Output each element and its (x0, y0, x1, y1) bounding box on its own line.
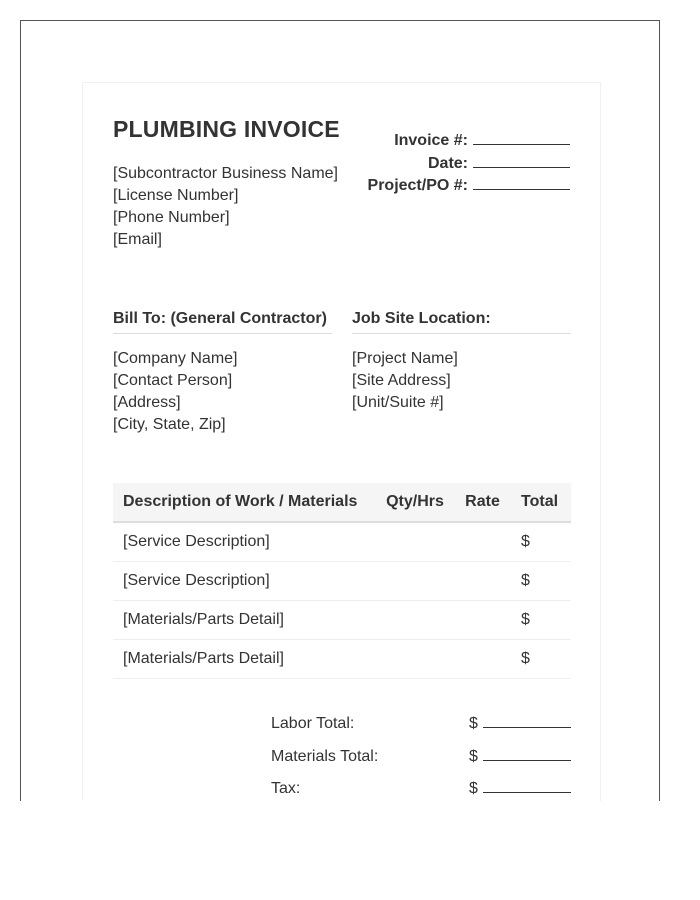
row-qty[interactable] (376, 640, 454, 679)
tax-label: Tax: (271, 780, 301, 797)
materials-total-label: Materials Total: (271, 747, 379, 765)
row-rate[interactable] (454, 640, 511, 679)
line-items-table (113, 483, 571, 679)
row-qty[interactable] (376, 522, 454, 562)
phone-number: [Phone Number] (113, 209, 230, 226)
invoice-meta (368, 130, 570, 198)
bill-to-company: [Company Name] (113, 350, 238, 367)
job-project-name: [Project Name] (352, 350, 458, 367)
row-total[interactable]: $ (511, 522, 571, 562)
email: [Email] (113, 231, 162, 248)
project-po-field[interactable] (473, 175, 570, 190)
date-label: Date: (427, 154, 468, 172)
materials-total-row (271, 746, 571, 779)
license-number: [License Number] (113, 187, 239, 204)
date-field[interactable] (473, 153, 570, 168)
invoice-number-row (368, 130, 570, 153)
row-description[interactable]: [Service Description] (113, 562, 376, 601)
project-po-row (368, 175, 570, 198)
tax-field[interactable] (483, 778, 571, 793)
labor-total-row (271, 713, 571, 746)
row-total[interactable]: $ (511, 640, 571, 679)
row-qty[interactable] (376, 562, 454, 601)
job-site-details (352, 348, 458, 414)
column-header-total: Total (511, 483, 571, 522)
row-rate[interactable] (454, 522, 511, 562)
bill-to-contact: [Contact Person] (113, 372, 233, 389)
bill-to-details (113, 348, 238, 436)
bill-to-heading: Bill To: (General Contractor) (113, 310, 332, 334)
job-site-address: [Site Address] (352, 372, 451, 389)
tax-currency: $ (469, 780, 478, 797)
labor-total-field[interactable] (483, 713, 571, 728)
invoice-number-label: Invoice #: (394, 132, 468, 149)
invoice-title: PLUMBING INVOICE (113, 116, 340, 142)
company-info (113, 163, 338, 251)
column-header-description: Description of Work / Materials (113, 483, 376, 522)
table-row (113, 640, 571, 679)
totals-section (271, 713, 571, 801)
materials-total-field[interactable] (483, 746, 571, 761)
tax-row (271, 778, 571, 801)
materials-total-currency: $ (469, 747, 478, 765)
labor-total-currency: $ (469, 715, 478, 732)
company-name: [Subcontractor Business Name] (113, 165, 338, 182)
row-description[interactable]: [Materials/Parts Detail] (113, 640, 376, 679)
invoice-document (82, 82, 601, 801)
date-row (368, 153, 570, 176)
row-total[interactable]: $ (511, 601, 571, 640)
table-row (113, 601, 571, 640)
row-total[interactable]: $ (511, 562, 571, 601)
table-header-row (113, 483, 571, 522)
bill-to-address: [Address] (113, 394, 181, 411)
table-row (113, 522, 571, 562)
table-row (113, 562, 571, 601)
row-description[interactable]: [Service Description] (113, 522, 376, 562)
row-description[interactable]: [Materials/Parts Detail] (113, 601, 376, 640)
invoice-number-field[interactable] (473, 130, 570, 145)
project-po-label: Project/PO #: (367, 177, 468, 194)
row-qty[interactable] (376, 601, 454, 640)
column-header-qty: Qty/Hrs (376, 483, 454, 522)
bill-to-city: [City, State, Zip] (113, 416, 226, 433)
labor-total-label: Labor Total: (271, 715, 355, 732)
job-site-heading: Job Site Location: (352, 310, 571, 334)
row-rate[interactable] (454, 562, 511, 601)
column-header-rate: Rate (454, 483, 511, 522)
job-unit: [Unit/Suite #] (352, 394, 444, 411)
page-frame (20, 20, 660, 801)
row-rate[interactable] (454, 601, 511, 640)
